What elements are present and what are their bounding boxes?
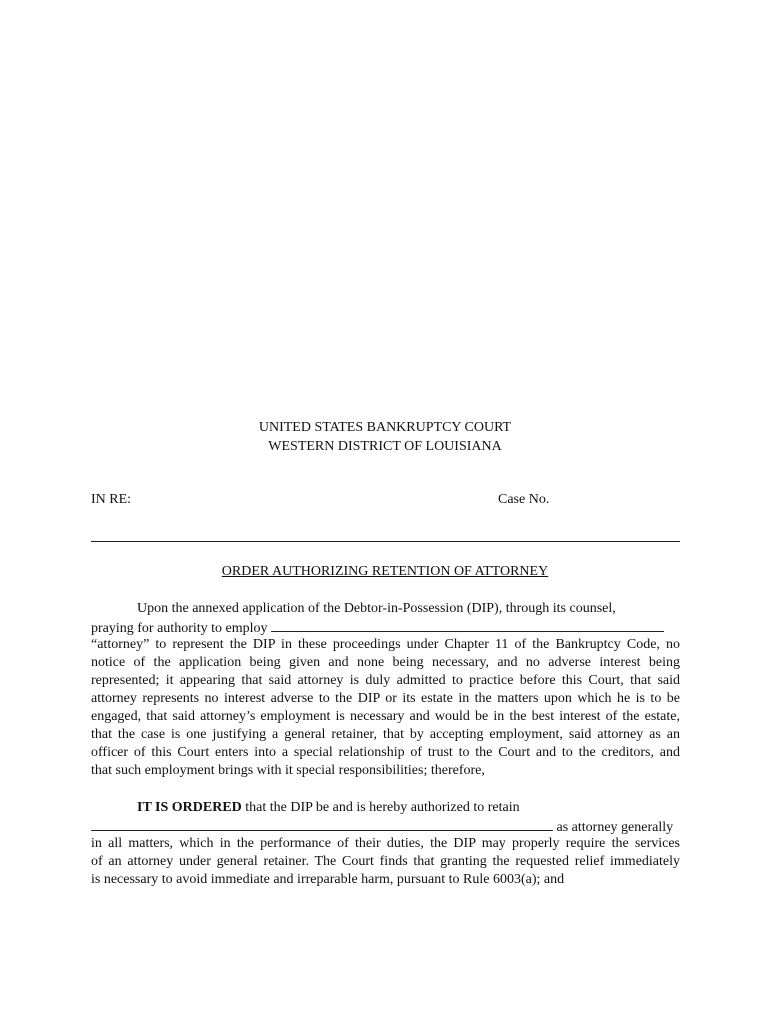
order-line xyxy=(91,799,680,817)
retained-attorney-blank xyxy=(91,817,553,831)
district-name: WESTERN DISTRICT OF LOUISIANA xyxy=(268,439,502,454)
order-line xyxy=(91,817,680,835)
court-header xyxy=(0,418,770,456)
it-is-ordered-heading: IT IS ORDERED xyxy=(137,800,242,815)
recital-line: attorney represents no interest adverse to the DIP or its estate in the matters upon which he is to be xyxy=(91,691,680,706)
recital-paragraph xyxy=(91,600,680,780)
recital-text: praying for authority to employ xyxy=(91,621,268,636)
recital-line: that such employment brings with it special responsibilities; therefore, xyxy=(91,763,485,778)
order-line: is necessary to avoid immediate and irreparable harm, pursuant to Rule 6003(a); and xyxy=(91,872,565,887)
recital-line: “attorney” to represent the DIP in these proceedings under Chapter 11 of the Bankruptcy Code, no xyxy=(91,637,680,652)
attorney-name-blank xyxy=(271,618,664,632)
case-number-label: Case No. xyxy=(498,492,550,507)
recital-line: notice of the application being given and none being necessary, and no adverse interest being xyxy=(91,655,680,670)
recital-line: officer of this Court enters into a special relationship of trust to the Court and to the creditors, and xyxy=(91,745,680,760)
recital-line: Upon the annexed application of the Debtor-in-Possession (DIP), through its counsel, xyxy=(137,601,616,616)
caption-divider xyxy=(91,541,680,542)
recital-line: that the case is one justifying a general retainer, that by accepting employment, said attorney as an xyxy=(91,727,680,742)
order-paragraph xyxy=(91,799,680,889)
recital-line: represented; it appearing that said attorney is duly admitted to practice before this Court, that said xyxy=(91,673,680,688)
order-text: as attorney generally xyxy=(556,820,674,835)
order-text: that the DIP be and is hereby authorized to retain xyxy=(241,800,520,815)
order-line: in all matters, which in the performance of their duties, the DIP may properly require the services xyxy=(91,836,680,851)
recital-line: engaged, that said attorney’s employment is necessary and would be in the best interest of the estate, xyxy=(91,709,680,724)
order-title: ORDER AUTHORIZING RETENTION OF ATTORNEY xyxy=(221,564,549,579)
in-re-label: IN RE: xyxy=(91,492,132,507)
order-line: of an attorney under general retainer. The Court finds that granting the requested relief immediately xyxy=(91,854,680,869)
court-name: UNITED STATES BANKRUPTCY COURT xyxy=(258,420,512,435)
recital-line xyxy=(91,618,680,636)
